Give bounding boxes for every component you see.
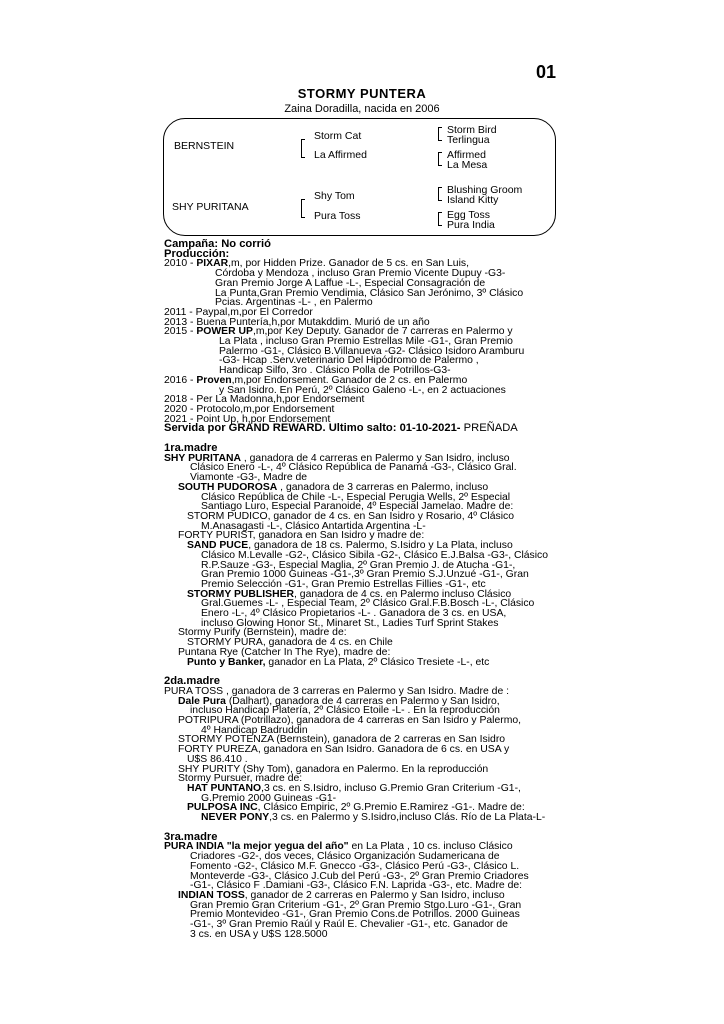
text-segment: Stormy Purify (Bernstein), madre de: xyxy=(178,627,347,639)
text-segment: Gran Premio 1000 Guineas -G1-,3º Gran Premio S.J.Unzué -G1-, Gran xyxy=(201,569,529,581)
text-segment: 2013 - Buena Puntería,h,por Mutakddim. Murió de un año xyxy=(164,316,430,328)
text-segment: La Plata , incluso Gran Premio Estrellas Mile -G1-, Gran Premio xyxy=(219,336,513,348)
text-segment: incluso Glowing Honor St., Minaret St., Ladies Turf Sprint Stakes xyxy=(201,617,499,629)
text-segment: 4º Handicap Badruddin xyxy=(201,724,308,736)
horse-highlight: HAT PUNTANO xyxy=(187,782,262,794)
text-segment: R.P.Sauze -G3-, Especial Maglia, 2º Gran Premio J. de Atucha -G1-, xyxy=(201,559,516,571)
bracket xyxy=(438,152,442,166)
text-segment: Monteverde -G3-, Clásico J.Cub del Perú -G3-, 2º Gran Premio Criadores xyxy=(190,870,529,882)
pedigree-sire-dam: La Affirmed xyxy=(314,149,367,161)
text-segment: en La Plata , 10 cs. incluso Clásico xyxy=(348,841,513,853)
text-segment: Gral.Guemes -L- , Especial Team, 2º Clásico Gral.F.B.Bosch -L-, Clásico xyxy=(201,598,535,610)
horse-highlight: SHY PURITANA xyxy=(164,452,241,464)
pedigree-g3: Island Kitty xyxy=(447,194,499,206)
catalog-body xyxy=(164,240,564,940)
text-segment: 2020 - Protocolo,m,por Endorsement xyxy=(164,403,335,415)
text-segment: 2021 - Point Up, h,por Endorsement xyxy=(164,413,331,425)
pedigree-g3: Storm Bird xyxy=(447,124,497,136)
text-line xyxy=(164,658,564,668)
text-segment: , ganador de 2 carreras en Palermo y San Isidro, incluso xyxy=(244,890,505,901)
text-segment: PURA TOSS , ganadora de 3 carreras en Palermo y San Isidro. Madre de : xyxy=(164,685,509,697)
horse-highlight: POWER UP xyxy=(196,326,253,338)
horse-highlight: STORMY PUBLISHER xyxy=(187,588,295,600)
horse-highlight: SAND PUCE xyxy=(187,540,249,552)
text-segment: SHY PURITY (Shy Tom), ganadora en Palermo. En la reproducción xyxy=(178,763,489,775)
bracket xyxy=(438,187,442,201)
pedigree-sire-sire: Storm Cat xyxy=(314,130,362,142)
text-segment: 2011 - Paypal,m,por El Corredor xyxy=(164,306,313,318)
text-segment: G.Premio 2000 Guineas -G1- xyxy=(201,792,337,804)
text-segment: , Clásico Empiric, 2º G.Premio E.Ramirez -G1-. Madre de: xyxy=(257,802,525,814)
text-segment: Enero -L-, 4º Clásico Propietarios -L- . Ganadora de 3 cs. en USA, xyxy=(201,608,507,620)
horse-highlight: NEVER PONY xyxy=(201,812,270,824)
horse-highlight: PULPOSA INC xyxy=(187,802,258,814)
text-segment: Premio Selección -G1-, Gran Premio Estrellas Fillies -G1-, etc xyxy=(201,578,486,590)
spacer xyxy=(164,434,564,444)
text-segment: STORMY POTENZA (Bernstein), ganadora de 2 carreras en San Isidro xyxy=(178,734,506,746)
text-segment: -G3- Hcap .Serv.veterinario Del Hipódromo de Palermo , xyxy=(219,355,479,367)
text-segment: ganador en La Plata, 2º Clásico Tresiete -L-, etc xyxy=(265,656,490,668)
horse-highlight: Proven xyxy=(196,374,232,386)
pedigree-g3: Affirmed xyxy=(447,149,486,161)
text-segment: ,m, por Hidden Prize. Ganador de 5 cs. en San Luis, xyxy=(228,258,469,270)
horse-highlight: PIXAR xyxy=(196,258,229,270)
section-heading xyxy=(164,424,564,434)
text-segment: 3ra.madre xyxy=(164,830,218,843)
horse-description: Zaina Doradilla, nacida en 2006 xyxy=(284,103,440,115)
text-segment: Gran Premio Gran Criterium -G1-, 2º Gran Premio Stgo.Luro -G1-, Gran xyxy=(190,899,522,911)
bracket xyxy=(438,212,442,226)
pedigree-g3: Egg Toss xyxy=(447,209,490,221)
text-segment: (Dalhart), ganadora de 4 carreras en Palermo y San Isidro, xyxy=(225,695,500,707)
text-segment: Gran Premio Jorge A Laffue -L-, Especial Consagración de xyxy=(215,277,486,289)
text-segment: Santiago Luro, Especial Paranoide, 4º Especial Jamelao. Madre de: xyxy=(201,501,514,513)
text-segment: POTRIPURA (Potrillazo), ganadora de 4 carreras en San Isidro y Palermo, xyxy=(178,715,522,727)
horse-highlight: INDIAN TOSS xyxy=(178,890,245,901)
text-segment: y San Isidro. En Perú, 2º Clásico Galeno -L-, en 2 actuaciones xyxy=(219,384,506,396)
text-segment: ,3 cs. en Palermo y S.Isidro,incluso Clás. Río de La Plata-L- xyxy=(269,812,546,824)
text-segment: FORTY PURIST, ganadora en San Isidro y madre de: xyxy=(178,530,425,542)
lot-number: 01 xyxy=(536,62,557,82)
pedigree-g3: Pura India xyxy=(447,219,495,231)
horse-highlight: PURA INDIA "la mejor yegua del año" xyxy=(164,841,349,853)
pedigree-dam-dam: Pura Toss xyxy=(314,210,361,222)
text-segment: Stormy Pursuer, madre de: xyxy=(178,773,303,785)
horse-highlight: Dale Pura xyxy=(178,695,226,707)
text-segment: 2018 - Per La Madonna,h,por Endorsement xyxy=(164,394,365,406)
text-segment: , ganadora de 18 cs. Palermo, S.Isidro y La Plata, incluso xyxy=(248,540,513,552)
text-segment: incluso Handicap Platería, 2º Clásico Etoile -L- . En la reproducción xyxy=(190,705,500,717)
text-segment: ,3 cs. en S.Isidro, incluso G.Premio Gran Criterium -G1-, xyxy=(261,782,521,794)
text-segment: , ganadora de 4 cs. en Palermo incluso Clásico xyxy=(294,588,512,600)
text-line xyxy=(164,813,564,823)
bracket xyxy=(301,139,305,158)
text-segment: 2010 - xyxy=(164,258,197,270)
pedigree-g3: La Mesa xyxy=(447,159,488,171)
text-segment: 2da.madre xyxy=(164,675,220,688)
pedigree-dam: SHY PURITANA xyxy=(172,201,249,213)
text-segment: U$S 86.410 . xyxy=(187,753,248,765)
text-segment: 2016 - xyxy=(164,374,197,386)
text-segment: Campaña: No corrió xyxy=(164,238,271,250)
text-segment: Handicap Silfo, 3ro . Clásico Polla de Potrillos-G3- xyxy=(219,365,451,377)
text-segment: , ganadora de 3 carreras en Palermo, incluso xyxy=(277,481,489,493)
text-segment: -G1-, 3º Gran Premio Raúl y Raúl E. Chevalier -G1-, etc. Ganador de xyxy=(190,919,508,931)
text-segment: La Punta,Gran Premio Vendimia, Clásico San Jerónimo, 3º Clásico xyxy=(215,287,524,299)
pedigree-sire: BERNSTEIN xyxy=(174,140,235,152)
text-segment: M.Anasagasti -L-, Clásico Antartida Argentina -L- xyxy=(201,520,426,532)
text-segment: -G1-, Clásico F .Damiani -G3-, Clásico F.N. Laprida -G3-, etc. Madre de: xyxy=(190,880,523,892)
text-segment: Viamonte -G3-, Madre de xyxy=(190,472,308,484)
text-segment: , ganadora de 4 carreras en Palermo y San Isidro, incluso xyxy=(240,452,510,464)
spacer xyxy=(164,823,564,833)
text-segment: FORTY PUREZA, ganadora en San Isidro. Ganadora de 6 cs. en USA y xyxy=(178,744,510,756)
spacer xyxy=(164,667,564,677)
bracket xyxy=(438,127,442,141)
pedigree-g3: Blushing Groom xyxy=(447,184,523,196)
horse-highlight: Punto y Banker, xyxy=(187,656,266,668)
text-segment: PREÑADA xyxy=(460,422,518,435)
text-segment: Córdoba y Mendoza , incluso Gran Premio Vicente Dupuy -G3- xyxy=(215,268,506,280)
text-segment: STORMY PURA, ganadora de 4 cs. en Chile xyxy=(187,637,393,649)
text-segment: Premio Montevideo -G1-, Gran Premio Cons.de Potrillos. 2000 Guineas xyxy=(190,909,520,921)
horse-name: STORMY PUNTERA xyxy=(297,86,427,101)
text-segment: 1ra.madre xyxy=(164,442,218,455)
text-segment: Producción: xyxy=(164,247,230,260)
bracket xyxy=(301,199,305,218)
text-segment: Pcias. Argentinas -L- , en Palermo xyxy=(215,297,373,309)
text-segment: Puntana Rye (Catcher In The Rye), madre de: xyxy=(178,646,391,658)
text-segment: ,m,por Key Deputy. Ganador de 7 carreras en Palermo y xyxy=(252,326,513,338)
text-segment: Criadores -G2-, dos veces, Clásico Organización Sudamericana de xyxy=(190,851,500,863)
text-segment: ,m,por Endorsement. Ganador de 2 cs. en Palermo xyxy=(231,374,468,386)
text-segment: Clásico República de Chile -L-, Especial Perugia Wells, 2º Especial xyxy=(201,491,511,503)
text-segment: 2015 - xyxy=(164,326,197,338)
text-segment: Clásico Enero -L-, 4º Clásico República de Panamá -G3-, Clásico Gral. xyxy=(190,462,517,474)
text-segment: 3 cs. en USA y U$S 128.5000 xyxy=(190,928,328,940)
pedigree-g3: Terlingua xyxy=(447,134,490,146)
text-segment: Servida por GRAND REWARD. Ultimo salto: 01-10-2021- xyxy=(164,422,461,435)
text-segment: Clásico M.Levalle -G2-, Clásico Sibila -G2-, Clásico E.J.Balsa -G3-, Clásico xyxy=(201,549,549,561)
text-segment: Palermo -G1-, Clásico B.Villanueva -G2- Clásico Isidoro Aramburu xyxy=(219,345,525,357)
text-segment: STORM PUDICO, ganador de 4 cs. en San Isidro y Rosario, 4º Clásico xyxy=(187,510,515,522)
text-line xyxy=(164,930,564,940)
pedigree-box xyxy=(163,118,556,236)
text-segment: Fomento -G2-, Clásico M.F. Gnecco -G3-, Clásico Perú -G3-, Clásico L. xyxy=(190,860,520,872)
pedigree-dam-sire: Shy Tom xyxy=(314,190,355,202)
horse-highlight: SOUTH PUDOROSA xyxy=(178,481,278,493)
